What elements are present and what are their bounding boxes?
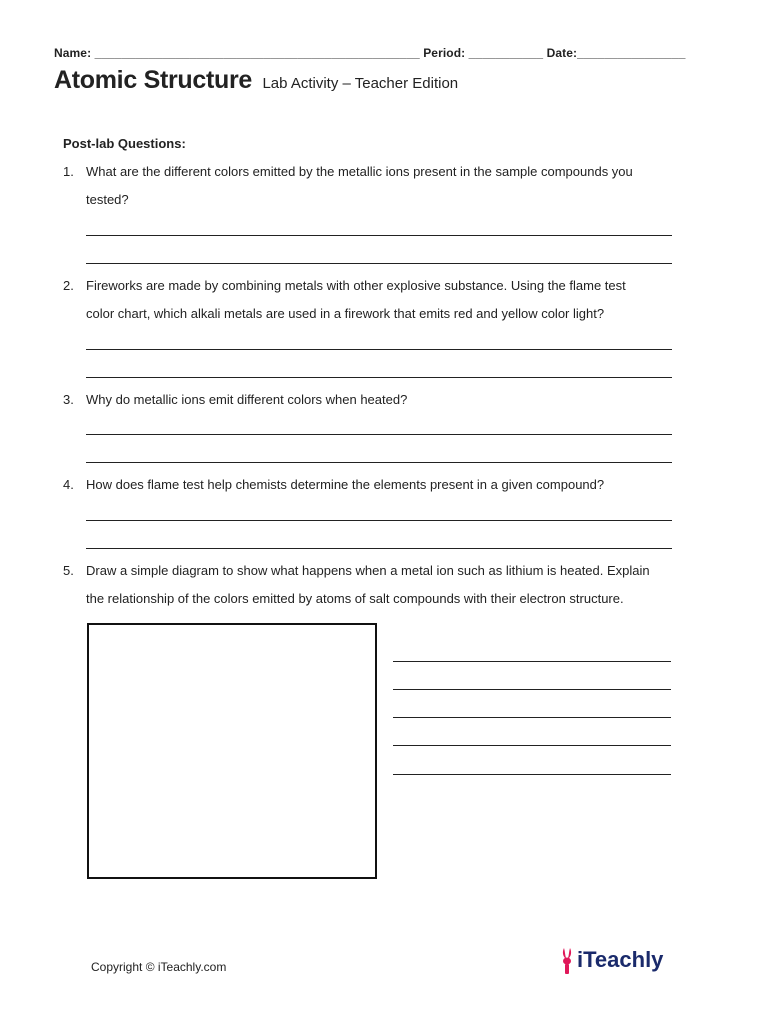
answer-line[interactable] <box>86 434 672 435</box>
question-2 <box>63 272 693 328</box>
answer-line[interactable] <box>86 548 672 549</box>
answer-line[interactable] <box>393 661 671 662</box>
answer-line[interactable] <box>393 717 671 718</box>
question-4 <box>63 471 693 499</box>
question-text-line: What are the different colors emitted by the metallic ions present in the sample compounds you <box>86 164 633 179</box>
answer-line[interactable] <box>393 689 671 690</box>
logo-text: iTeachly <box>577 947 664 972</box>
question-5 <box>63 557 693 613</box>
diagram-drawing-box[interactable] <box>87 623 377 879</box>
question-text-line: the relationship of the colors emitted by atoms of salt compounds with their electron structure. <box>86 591 624 606</box>
answer-line[interactable] <box>86 263 672 264</box>
header-fields: Name: ________________________________________________ Period: ___________ Date:________________ <box>54 46 686 60</box>
answer-line[interactable] <box>393 774 671 775</box>
question-text-line: color chart, which alkali metals are used in a firework that emits red and yellow color light? <box>86 306 605 321</box>
question-text-line: Fireworks are made by combining metals with other explosive substance. Using the flame test <box>86 278 626 293</box>
question-number: 5. <box>63 563 74 578</box>
question-number: 4. <box>63 477 74 492</box>
answer-line[interactable] <box>86 235 672 236</box>
question-number: 1. <box>63 164 74 179</box>
section-heading: Post-lab Questions: <box>63 136 186 151</box>
iteachly-logo <box>560 946 663 974</box>
answer-line[interactable] <box>86 349 672 350</box>
answer-line[interactable] <box>86 462 672 463</box>
title-sub: Lab Activity – Teacher Edition <box>262 75 459 92</box>
question-1 <box>63 158 693 214</box>
page-title <box>54 66 458 95</box>
question-number: 3. <box>63 392 74 407</box>
answer-line[interactable] <box>86 377 672 378</box>
copyright-footer: Copyright © iTeachly.com <box>91 960 227 974</box>
question-text-line: Why do metallic ions emit different colors when heated? <box>86 392 408 407</box>
question-3 <box>63 386 693 414</box>
answer-line[interactable] <box>86 520 672 521</box>
question-text-line: tested? <box>86 192 129 207</box>
question-number: 2. <box>63 278 74 293</box>
title-main: Atomic Structure <box>54 66 253 94</box>
question-text-line: Draw a simple diagram to show what happens when a metal ion such as lithium is heated. Explain <box>86 563 650 578</box>
bunny-icon <box>560 946 574 974</box>
answer-line[interactable] <box>393 745 671 746</box>
question-text-line: How does flame test help chemists determine the elements present in a given compound? <box>86 477 605 492</box>
